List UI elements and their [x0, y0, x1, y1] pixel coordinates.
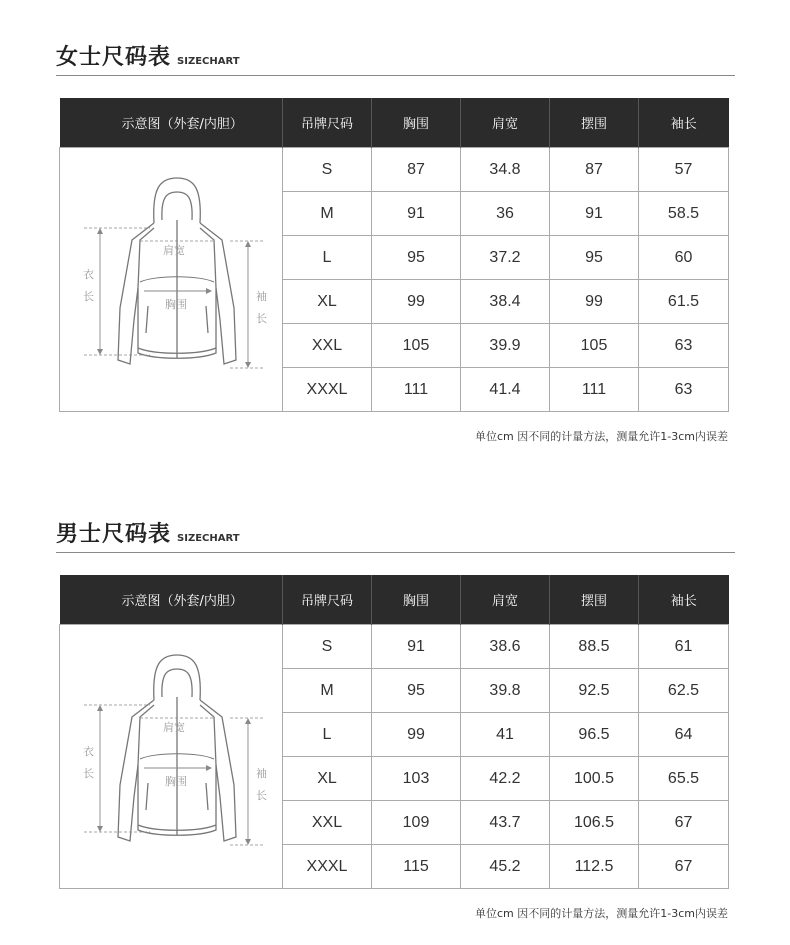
cell-shoulder: 41 — [461, 713, 550, 757]
header-sleeve: 袖长 — [639, 575, 729, 625]
cell-hem: 87 — [550, 148, 639, 192]
women-heading — [56, 40, 240, 70]
women-size-table — [59, 98, 729, 412]
cell-chest: 99 — [372, 713, 461, 757]
cell-chest: 87 — [372, 148, 461, 192]
cell-tag-size: M — [283, 669, 372, 713]
cell-shoulder: 41.4 — [461, 368, 550, 412]
header-tag-size: 吊牌尺码 — [283, 98, 372, 148]
table-header-row — [60, 575, 729, 625]
diagram-label-chest: 胸围 — [165, 775, 187, 788]
header-shoulder: 肩宽 — [461, 575, 550, 625]
cell-tag-size: XL — [283, 757, 372, 801]
jacket-diagram-icon — [60, 148, 283, 406]
header-chest: 胸围 — [372, 575, 461, 625]
table-header-row — [60, 98, 729, 148]
header-hem: 摆围 — [550, 575, 639, 625]
men-subtitle: SIZECHART — [177, 533, 240, 544]
men-heading — [56, 517, 240, 547]
cell-shoulder: 42.2 — [461, 757, 550, 801]
cell-sleeve: 57 — [639, 148, 729, 192]
header-hem: 摆围 — [550, 98, 639, 148]
cell-shoulder: 36 — [461, 192, 550, 236]
cell-sleeve: 62.5 — [639, 669, 729, 713]
cell-tag-size: XXXL — [283, 368, 372, 412]
header-diagram: 示意图（外套/内胆） — [60, 98, 283, 148]
men-note: 单位cm 因不同的计量方法，测量允许1-3cm内误差 — [475, 907, 728, 920]
cell-chest: 109 — [372, 801, 461, 845]
cell-hem: 106.5 — [550, 801, 639, 845]
cell-hem: 99 — [550, 280, 639, 324]
diagram-label-sleeve-2: 长 — [256, 312, 267, 325]
table-row — [60, 625, 729, 669]
cell-sleeve: 58.5 — [639, 192, 729, 236]
cell-shoulder: 43.7 — [461, 801, 550, 845]
women-note: 单位cm 因不同的计量方法，测量允许1-3cm内误差 — [475, 430, 728, 443]
jacket-diagram — [60, 148, 283, 412]
cell-hem: 88.5 — [550, 625, 639, 669]
cell-chest: 115 — [372, 845, 461, 889]
cell-chest: 91 — [372, 625, 461, 669]
men-title: 男士尺码表 — [56, 522, 172, 547]
cell-tag-size: XL — [283, 280, 372, 324]
cell-sleeve: 67 — [639, 801, 729, 845]
cell-sleeve: 63 — [639, 368, 729, 412]
cell-chest: 105 — [372, 324, 461, 368]
cell-shoulder: 37.2 — [461, 236, 550, 280]
cell-chest: 99 — [372, 280, 461, 324]
diagram-label-shoulder: 肩宽 — [163, 244, 185, 257]
header-tag-size: 吊牌尺码 — [283, 575, 372, 625]
cell-tag-size: S — [283, 148, 372, 192]
cell-sleeve: 61.5 — [639, 280, 729, 324]
women-title: 女士尺码表 — [56, 45, 172, 70]
diagram-label-shoulder: 肩宽 — [163, 721, 185, 734]
cell-shoulder: 38.6 — [461, 625, 550, 669]
women-divider — [56, 75, 735, 76]
cell-hem: 91 — [550, 192, 639, 236]
cell-hem: 111 — [550, 368, 639, 412]
cell-sleeve: 61 — [639, 625, 729, 669]
cell-shoulder: 34.8 — [461, 148, 550, 192]
cell-tag-size: XXXL — [283, 845, 372, 889]
men-divider — [56, 552, 735, 553]
header-chest: 胸围 — [372, 98, 461, 148]
cell-chest: 103 — [372, 757, 461, 801]
cell-hem: 95 — [550, 236, 639, 280]
cell-sleeve: 67 — [639, 845, 729, 889]
diagram-label-body-length-2: 长 — [83, 290, 94, 303]
cell-sleeve: 60 — [639, 236, 729, 280]
jacket-diagram — [60, 625, 283, 889]
diagram-label-body-length-1: 衣 — [83, 745, 94, 758]
header-shoulder: 肩宽 — [461, 98, 550, 148]
cell-tag-size: L — [283, 236, 372, 280]
cell-tag-size: S — [283, 625, 372, 669]
cell-tag-size: XXL — [283, 801, 372, 845]
cell-sleeve: 65.5 — [639, 757, 729, 801]
header-diagram: 示意图（外套/内胆） — [60, 575, 283, 625]
cell-sleeve: 64 — [639, 713, 729, 757]
cell-hem: 112.5 — [550, 845, 639, 889]
cell-hem: 100.5 — [550, 757, 639, 801]
cell-chest: 95 — [372, 669, 461, 713]
cell-tag-size: L — [283, 713, 372, 757]
diagram-label-sleeve-1: 袖 — [256, 290, 267, 303]
table-row — [60, 148, 729, 192]
cell-chest: 91 — [372, 192, 461, 236]
cell-hem: 92.5 — [550, 669, 639, 713]
header-sleeve: 袖长 — [639, 98, 729, 148]
cell-shoulder: 45.2 — [461, 845, 550, 889]
cell-hem: 105 — [550, 324, 639, 368]
diagram-label-chest: 胸围 — [165, 298, 187, 311]
cell-sleeve: 63 — [639, 324, 729, 368]
cell-shoulder: 39.9 — [461, 324, 550, 368]
diagram-label-body-length-2: 长 — [83, 767, 94, 780]
women-subtitle: SIZECHART — [177, 56, 240, 67]
men-size-table — [59, 575, 729, 889]
cell-shoulder: 39.8 — [461, 669, 550, 713]
cell-tag-size: XXL — [283, 324, 372, 368]
diagram-label-body-length-1: 衣 — [83, 268, 94, 281]
diagram-label-sleeve-2: 长 — [256, 789, 267, 802]
cell-shoulder: 38.4 — [461, 280, 550, 324]
cell-chest: 95 — [372, 236, 461, 280]
cell-tag-size: M — [283, 192, 372, 236]
cell-hem: 96.5 — [550, 713, 639, 757]
cell-chest: 111 — [372, 368, 461, 412]
diagram-label-sleeve-1: 袖 — [256, 767, 267, 780]
jacket-diagram-icon — [60, 625, 283, 883]
